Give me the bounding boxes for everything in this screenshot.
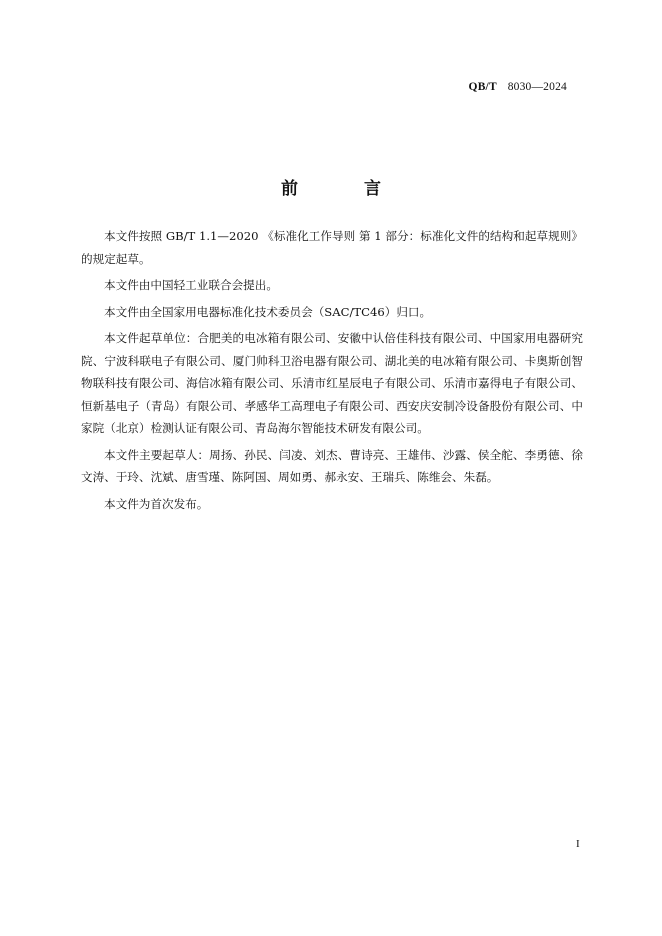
paragraph-drafting-rules: 本文件按照 GB/T 1.1—2020 《标准化工作导则 第 1 部分：标准化文件的结构和起草规则》的规定起草。 xyxy=(81,229,583,266)
paragraph-first-release: 本文件为首次发布。 xyxy=(104,496,209,511)
page-number: I xyxy=(576,838,580,850)
foreword-body xyxy=(81,225,583,519)
paragraph-centralized-by: 本文件由全国家用电器标准化技术委员会（SAC/TC46）归口。 xyxy=(104,304,432,319)
paragraph-drafting-units: 本文件起草单位：合肥美的电冰箱有限公司、安徽中认倍佳科技有限公司、中国家用电器研究院、宁波科联电子有限公司、厦门帅科卫浴电器有限公司、湖北美的电冰箱有限公司、卡奥斯创智物联科技有限公司、海信冰箱有限公司、乐清市红星辰电子有限公司、乐清市嘉得电子有限公司、恒新基电子（青岛）有限公司、孝感华工高理电子有限公司、西安庆安制冷设备股份有限公司、中家院（北京）检测认证有限公司、青岛海尔智能技术研发有限公司。 xyxy=(81,331,583,435)
document-header xyxy=(469,79,567,93)
standard-number: 8030—2024 xyxy=(507,81,567,93)
paragraph-proposed-by: 本文件由中国轻工业联合会提出。 xyxy=(104,278,278,292)
page-title: 前 言 xyxy=(281,179,411,199)
paragraph-main-drafters: 本文件主要起草人：周扬、孙民、闫凌、刘杰、曹诗亮、王雄伟、沙露、侯全舵、李勇德、徐文涛、于玲、沈斌、唐雪瑾、陈阿国、周如勇、郝永安、王瑞兵、陈维会、朱磊。 xyxy=(81,447,583,484)
standard-code: QB/T xyxy=(468,81,497,93)
